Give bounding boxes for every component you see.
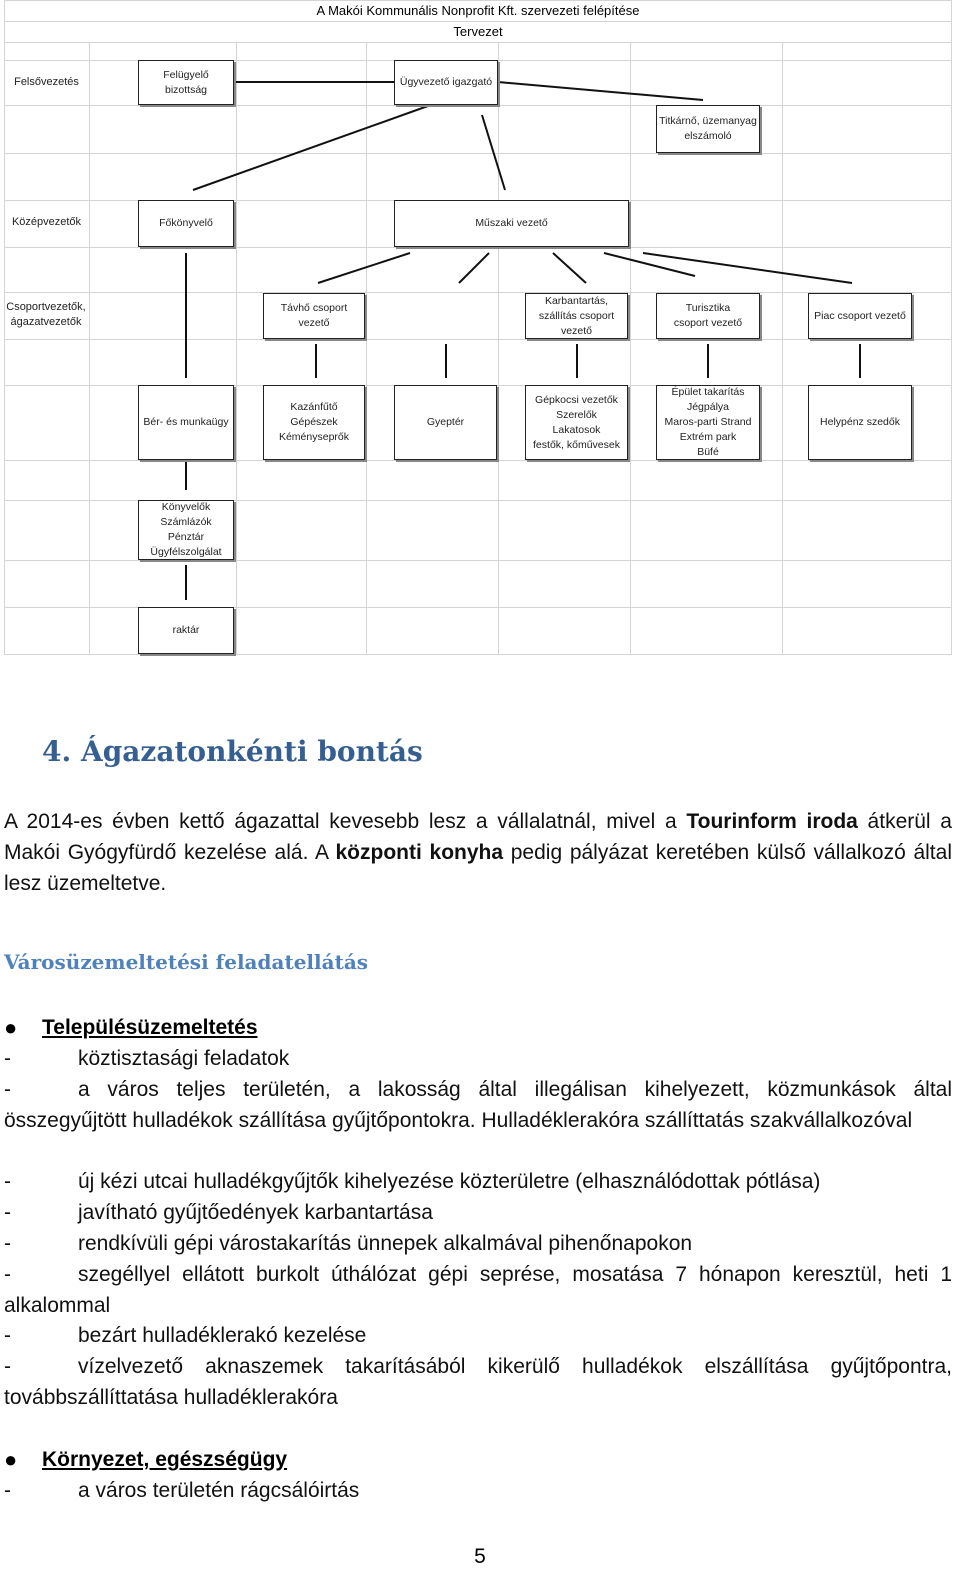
- box-turisztika-csoport: Turisztika csoport vezető: [656, 293, 760, 339]
- dash-marker: -: [4, 1201, 11, 1224]
- list-item: [4, 1351, 952, 1413]
- box-konyvelok: Könyvelők Számlázók Pénztár Ügyfélszolgálat: [138, 500, 234, 560]
- list-item: [4, 1320, 952, 1351]
- intro-paragraph: [4, 806, 952, 899]
- intro-text: átkerül a Makói Gyógyfürdő kezelése alá. A: [4, 810, 952, 864]
- dash-marker: -: [4, 1263, 11, 1286]
- list-item: [4, 1259, 952, 1321]
- bullet-icon: ●: [4, 1015, 18, 1040]
- list-item-text: szegéllyel ellátott burkolt úthálózat gépi seprése, mosatása 7 hónapon keresztül, heti 1 alkalommal: [4, 1263, 952, 1317]
- list-item-text: rendkívüli gépi várostakarítás ünnepek alkalmával pihenőnapokon: [78, 1232, 693, 1255]
- org-chart: [0, 0, 960, 660]
- intro-text: pedig pályázat keretében külső vállalkozó által lesz üzemeltetve.: [4, 841, 952, 895]
- intro-bold-konyha: központi konyha: [335, 841, 504, 864]
- list-item: [4, 1197, 952, 1228]
- dash-marker: -: [4, 1078, 11, 1101]
- dash-marker: -: [4, 1170, 11, 1193]
- box-helypenz: Helypénz szedők: [808, 385, 912, 460]
- list-item-text: vízelvezető aknaszemek takarításából kikerülő hulladékok elszállítása gyűjtőpontra, továbbszállíttatása hulladéklerakóra: [4, 1355, 952, 1409]
- dash-marker: -: [4, 1355, 11, 1378]
- box-ber-munkaugy: Bér- és munkaügy: [138, 385, 234, 460]
- connector-line: [498, 82, 703, 100]
- box-piac-csoport: Piac csoport vezető: [808, 293, 912, 339]
- connector-line: [482, 115, 505, 190]
- page-number: 5: [474, 1545, 486, 1568]
- list-item: [4, 1228, 952, 1259]
- box-karbantartas-csoport: Karbantartás, szállítás csoport vezető: [525, 293, 628, 339]
- intro-text: A 2014-es évben kettő ágazattal kevesebb lesz a vállalatnál, mivel a: [4, 810, 687, 833]
- list-item-text: a város területén rágcsálóirtás: [78, 1479, 360, 1502]
- list-item: [4, 1475, 952, 1506]
- dash-marker: -: [4, 1232, 11, 1255]
- section-heading: 4. Ágazatonkénti bontás: [42, 735, 423, 768]
- list-item-text: javítható gyűjtőedények karbantartása: [78, 1201, 433, 1224]
- box-gyepter: Gyeptér: [394, 385, 497, 460]
- bullet-label: Településüzemeltetés: [42, 1016, 258, 1039]
- list-item-text: köztisztasági feladatok: [78, 1047, 290, 1070]
- bullet-icon: ●: [4, 1447, 18, 1472]
- row-label-kozepvezetok: Középvezetők: [11, 216, 82, 228]
- box-gepkocsi: Gépkocsi vezetők Szerelők Lakatosok festők, kőművesek: [525, 385, 628, 460]
- connector-line: [459, 253, 489, 283]
- org-chart-title: A Makói Kommunális Nonprofit Kft. szervezeti felépítése: [316, 3, 640, 18]
- list-item: [4, 1043, 952, 1074]
- connector-line: [553, 253, 586, 283]
- intro-bold-tourinform: Tourinform iroda: [686, 810, 858, 833]
- box-ugyvezeto-igazgato: Ügyvezető igazgató: [394, 60, 498, 105]
- connector-line: [193, 97, 453, 190]
- box-epulet-takaritas: Épület takarítás Jégpálya Maros-parti Strand Extrém park Büfé: [656, 385, 760, 460]
- dash-marker: -: [4, 1479, 11, 1502]
- box-kazanfuto: Kazánfűtő Gépészek Kéményseprők: [263, 385, 365, 460]
- box-muszaki-vezeto: Műszaki vezető: [394, 200, 629, 247]
- list-item: [4, 1074, 952, 1136]
- list-item: [4, 1166, 952, 1197]
- box-felugyelo-bizottsag: Felügyelő bizottság: [138, 60, 234, 105]
- list-item-text: a város teljes területén, a lakosság által illegálisan kihelyezett, közmunkások által összegyűjtött hulladékok szállítása gyűjtőpontokra. Hulladéklerakóra szállíttatás szakvállalkozóval: [4, 1078, 952, 1132]
- dash-marker: -: [4, 1324, 11, 1347]
- org-chart-subtitle: Tervezet: [453, 24, 503, 39]
- connector-line: [643, 253, 852, 283]
- box-fokonyvelo: Főkönyvelő: [138, 200, 234, 247]
- subheading: Városüzemeltetési feladatellátás: [4, 950, 369, 974]
- list-item-text: új kézi utcai hulladékgyűjtők kihelyezése közterületre (elhasználódottak pótlása): [78, 1170, 821, 1193]
- box-titkarno: Titkárnő, üzemanyag elszámoló: [656, 105, 760, 153]
- row-label-felsovezetes: Felsővezetés: [14, 76, 79, 88]
- row-label-csoportvezetok: Csoportvezetők, ágazatvezetők: [6, 301, 86, 328]
- box-raktar: raktár: [138, 607, 234, 654]
- connector-line: [604, 253, 695, 276]
- box-tavho-csoport: Távhő csoport vezető: [263, 293, 365, 339]
- connector-line: [318, 253, 410, 283]
- bullet-label: Környezet, egészségügy: [42, 1448, 288, 1471]
- list-item-text: bezárt hulladéklerakó kezelése: [78, 1324, 367, 1347]
- dash-marker: -: [4, 1047, 11, 1070]
